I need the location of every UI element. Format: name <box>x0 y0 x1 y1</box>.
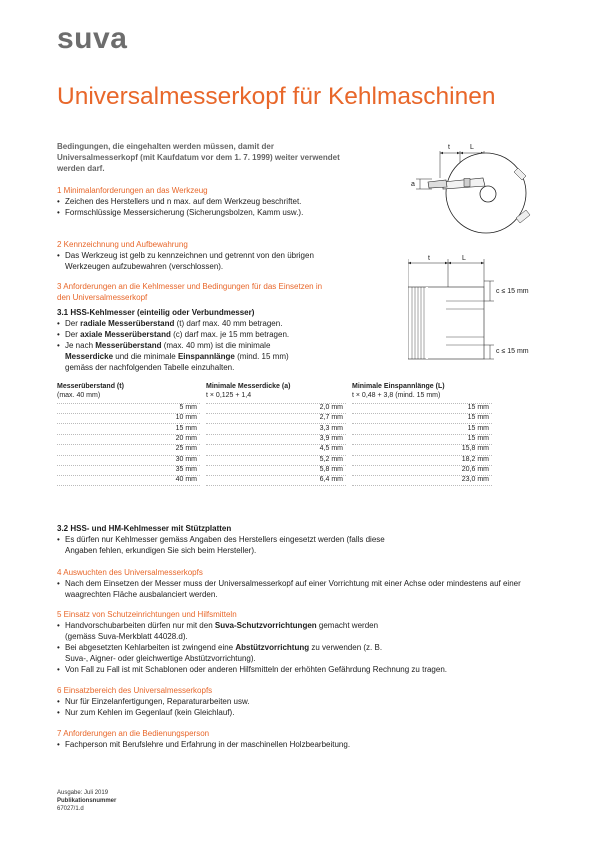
section-3-2 <box>57 523 537 556</box>
fig2-c-bottom-label: c ≤ 15 mm <box>496 348 529 355</box>
section-3-heading: 3 Anforderungen an die Kehlmesser und Bedingungen für das Einsetzen in den Universalmesserkopf <box>57 282 323 302</box>
list-item: • Nur für Einzelanfertigungen, Reparaturarbeiten usw. <box>57 696 537 707</box>
section-5 <box>57 609 537 675</box>
table-header: Messerüberstand (t) (max. 40 mm) <box>57 383 124 399</box>
footer-pub-number: 67027/1.d <box>57 806 84 812</box>
section-3-1-heading: 3.1 HSS-Kehlmesser (einteilig oder Verbundmesser) <box>57 308 255 317</box>
table-row: 10 mm 2,7 mm 15 mm <box>57 413 492 423</box>
list-item: • Nur zum Kehlen im Gegenlauf (kein Gleichlauf). <box>57 707 537 718</box>
footer <box>57 789 116 813</box>
list-item: • Nach dem Einsetzen der Messer muss der Universalmesserkopf auf einer Vorrichtung mit einer Achse oder mindestens auf einer waagrechten Fläche ausbalanciert werden. <box>57 578 535 600</box>
fig1-a-label: a <box>411 181 415 188</box>
list-item: • Handvorschubarbeiten dürfen nur mit den Suva-Schutzvorrichtungen gemacht werden (gemäss Suva-Merkblatt 44028.d). <box>57 620 407 642</box>
section-2 <box>57 239 322 272</box>
intro-text: Bedingungen, die eingehalten werden müssen, damit der Universalmesserkopf (mit Kaufdatum vor dem 1. 7. 1999) weiter verwendet werden darf. <box>57 142 340 173</box>
list-item: • Formschlüssige Messersicherung (Sicherungsbolzen, Kamm usw.). <box>57 207 319 218</box>
table-row: 30 mm 5,2 mm 18,2 mm <box>57 455 492 465</box>
fig1-L-label: L <box>470 144 474 151</box>
suva-logo: suva <box>57 22 128 55</box>
table-header: Minimale Messerdicke (a) t × 0,125 + 1,4 <box>206 383 291 399</box>
table-row: 35 mm 5,8 mm 20,6 mm <box>57 465 492 475</box>
section-4-heading: 4 Auswuchten des Universalmesserkopfs <box>57 568 203 577</box>
table-row: 20 mm 3,9 mm 15 mm <box>57 434 492 444</box>
table-header: Minimale Einspannlänge (L) t × 0,48 + 3,8 (mind. 15 mm) <box>352 383 445 399</box>
page-title: Universalmesserkopf für Kehlmaschinen <box>57 83 496 110</box>
list-item: • Von Fall zu Fall ist mit Schablonen oder anderen Hilfsmitteln der erhöhten Gefährdung Rechnung zu tragen. <box>57 664 537 675</box>
list-item: • Je nach Messerüberstand (max. 40 mm) ist die minimale Messerdicke und die minimale Einspannlänge (mind. 15 mm) gemäss der nachfolgenden Tabelle einzuhalten. <box>57 340 302 373</box>
list-item: • Das Werkzeug ist gelb zu kennzeichnen und getrennt von den übrigen Werkzeugen aufzubewahren (verschlossen). <box>57 250 322 272</box>
list-item: • Bei abgesetzten Kehlarbeiten ist zwingend eine Abstützvorrichtung zu verwenden (z. B. Suva-, Aigner- oder gleichwertige Abstützvorrichtung). <box>57 642 387 664</box>
section-6-heading: 6 Einsatzbereich des Universalmesserkopfs <box>57 686 213 695</box>
knife-table <box>57 383 492 486</box>
table-row: 5 mm 2,0 mm 15 mm <box>57 403 492 413</box>
list-item: • Der radiale Messerüberstand (t) darf max. 40 mm betragen. <box>57 318 332 329</box>
cutter-head-diagram <box>408 138 548 243</box>
fig2-L-label: L <box>462 255 466 262</box>
list-item: • Der axiale Messerüberstand (c) darf max. je 15 mm betragen. <box>57 329 332 340</box>
section-6 <box>57 685 537 718</box>
fig2-t-label: t <box>428 255 430 262</box>
section-7-heading: 7 Anforderungen an die Bedienungsperson <box>57 729 210 738</box>
table-row: 15 mm 3,3 mm 15 mm <box>57 423 492 433</box>
section-2-heading: 2 Kennzeichnung und Aufbewahrung <box>57 240 188 249</box>
section-3 <box>57 281 332 373</box>
list-item: • Zeichen des Herstellers und n max. auf dem Werkzeug beschriftet. <box>57 196 357 207</box>
knife-profile-diagram <box>408 255 548 365</box>
footer-pub-label: Publikationsnummer <box>57 798 117 804</box>
fig2-c-top-label: c ≤ 15 mm <box>496 288 529 295</box>
section-1-heading: 1 Minimalanforderungen an das Werkzeug <box>57 186 208 195</box>
fig1-t-label: t <box>448 144 450 151</box>
section-1 <box>57 185 357 218</box>
section-7 <box>57 728 537 750</box>
table-row: 40 mm 6,4 mm 23,0 mm <box>57 475 492 486</box>
section-3-2-heading: 3.2 HSS- und HM-Kehlmesser mit Stützplatten <box>57 524 232 533</box>
section-5-heading: 5 Einsatz von Schutzeinrichtungen und Hilfsmitteln <box>57 610 237 619</box>
section-4 <box>57 567 537 600</box>
table-row: 25 mm 4,5 mm 15,8 mm <box>57 444 492 454</box>
footer-edition: Ausgabe: Juli 2019 <box>57 790 109 796</box>
list-item: • Es dürfen nur Kehlmesser gemäss Angaben des Herstellers eingesetzt werden (falls diese Angaben fehlen, erkundigen Sie sich beim Hersteller). <box>57 534 387 556</box>
list-item: • Fachperson mit Berufslehre und Erfahrung in der maschinellen Holzbearbeitung. <box>57 739 537 750</box>
